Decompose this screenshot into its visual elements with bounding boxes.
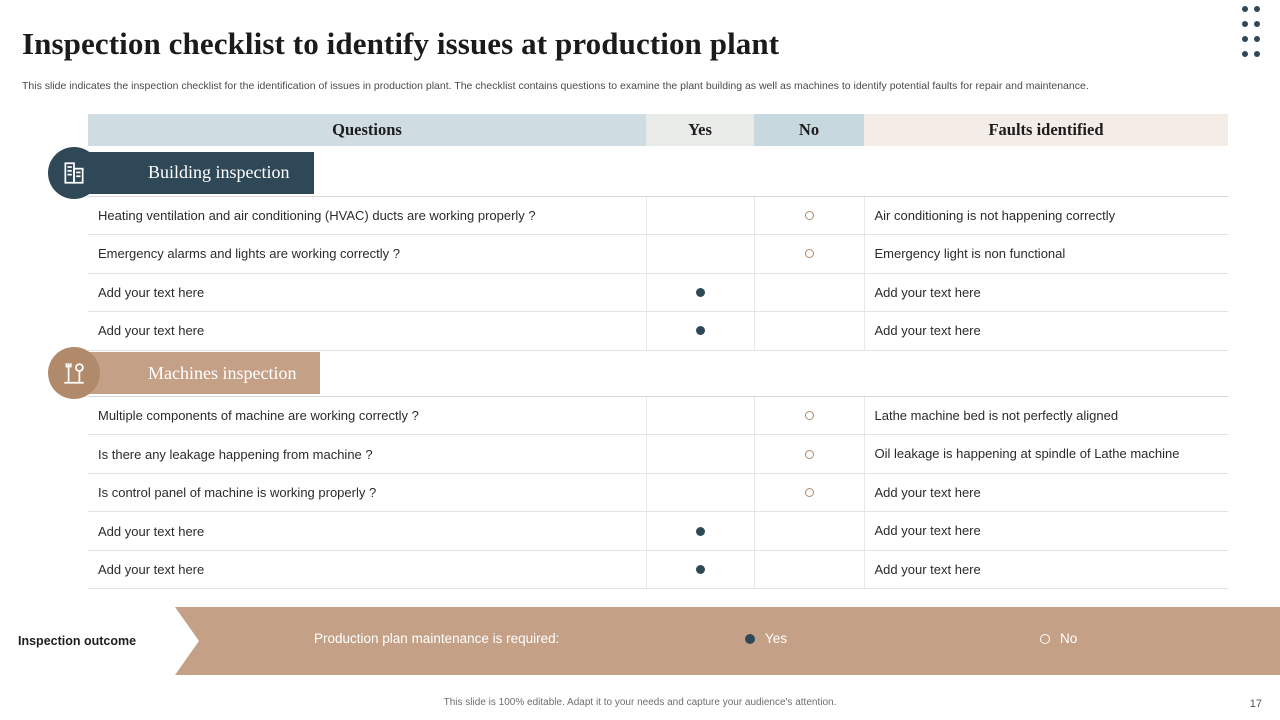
outcome-option-yes[interactable] — [745, 631, 787, 646]
row-no-marker[interactable] — [754, 396, 864, 435]
table-row — [88, 273, 1228, 312]
row-yes-marker[interactable] — [646, 473, 754, 512]
section-header-machines — [88, 350, 1228, 396]
section-title-building: Building inspection — [148, 162, 290, 183]
row-yes-marker[interactable] — [646, 435, 754, 474]
dot — [1242, 36, 1248, 42]
ring-marker-icon — [805, 450, 814, 459]
row-yes-marker[interactable] — [646, 273, 754, 312]
dot — [1242, 21, 1248, 27]
inspection-outcome-bar — [0, 607, 1280, 675]
table-row — [88, 196, 1228, 235]
row-fault: Lathe machine bed is not perfectly aligned — [864, 396, 1228, 435]
outcome-option-no-label: No — [1060, 631, 1078, 646]
table-row — [88, 473, 1228, 512]
dot — [1254, 51, 1260, 57]
row-yes-marker[interactable] — [646, 396, 754, 435]
page-subtitle: This slide indicates the inspection checklist for the identification of issues in production plant. The checklist contains questions to examine the plant building as well as machines to identify potential faults for repair and maintenance. — [22, 80, 1089, 92]
dot — [1254, 21, 1260, 27]
section-chip-machines — [88, 352, 320, 394]
column-header-yes: Yes — [646, 114, 754, 146]
row-fault: Oil leakage is happening at spindle of Lathe machine — [864, 435, 1228, 474]
table-header-row — [88, 114, 1228, 146]
table-row — [88, 396, 1228, 435]
row-no-marker[interactable] — [754, 196, 864, 235]
row-question: Add your text here — [88, 273, 646, 312]
row-fault: Add your text here — [864, 512, 1228, 551]
row-no-marker[interactable] — [754, 435, 864, 474]
row-question: Is control panel of machine is working properly ? — [88, 473, 646, 512]
section-header-building — [88, 150, 1228, 196]
ring-marker-icon — [1040, 634, 1050, 644]
filled-dot-marker-icon — [696, 326, 705, 335]
outcome-tag-label: Inspection outcome — [0, 607, 175, 675]
ring-marker-icon — [805, 211, 814, 220]
ring-marker-icon — [805, 249, 814, 258]
ring-marker-icon — [805, 411, 814, 420]
machine-tools-icon — [48, 347, 100, 399]
outcome-question: Production plan maintenance is required: — [314, 631, 560, 646]
row-question: Heating ventilation and air conditioning (HVAC) ducts are working properly ? — [88, 196, 646, 235]
checklist-table — [88, 114, 1228, 589]
filled-dot-marker-icon — [696, 527, 705, 536]
row-question: Add your text here — [88, 512, 646, 551]
table-row — [88, 435, 1228, 474]
row-yes-marker[interactable] — [646, 312, 754, 351]
page-title: Inspection checklist to identify issues at production plant — [22, 26, 780, 61]
dot — [1242, 51, 1248, 57]
table-row — [88, 550, 1228, 589]
row-question: Emergency alarms and lights are working correctly ? — [88, 235, 646, 274]
filled-dot-marker-icon — [745, 634, 755, 644]
outcome-option-no[interactable] — [1040, 631, 1077, 646]
section-chip-building — [88, 152, 314, 194]
table-row — [88, 312, 1228, 351]
row-fault: Add your text here — [864, 312, 1228, 351]
dot — [1242, 6, 1248, 12]
section-header-row — [88, 350, 1228, 396]
column-header-faults: Faults identified — [864, 114, 1228, 146]
dot — [1254, 6, 1260, 12]
row-question: Add your text here — [88, 312, 646, 351]
row-question: Multiple components of machine are working correctly ? — [88, 396, 646, 435]
row-question: Is there any leakage happening from machine ? — [88, 435, 646, 474]
checklist-table-wrapper — [88, 114, 1228, 589]
row-no-marker[interactable] — [754, 235, 864, 274]
page-number: 17 — [1249, 698, 1262, 710]
row-fault: Air conditioning is not happening correctly — [864, 196, 1228, 235]
footer-note: This slide is 100% editable. Adapt it to your needs and capture your audience's attention. — [443, 697, 837, 708]
row-fault: Add your text here — [864, 473, 1228, 512]
table-row — [88, 512, 1228, 551]
ring-marker-icon — [805, 488, 814, 497]
section-header-row — [88, 150, 1228, 196]
filled-dot-marker-icon — [696, 565, 705, 574]
table-row — [88, 235, 1228, 274]
row-yes-marker[interactable] — [646, 196, 754, 235]
dot-grid-decoration — [1242, 6, 1266, 66]
row-no-marker[interactable] — [754, 273, 864, 312]
filled-dot-marker-icon — [696, 288, 705, 297]
row-no-marker[interactable] — [754, 473, 864, 512]
row-fault: Emergency light is non functional — [864, 235, 1228, 274]
row-yes-marker[interactable] — [646, 512, 754, 551]
outcome-option-yes-label: Yes — [765, 631, 788, 646]
row-no-marker[interactable] — [754, 312, 864, 351]
column-header-no: No — [754, 114, 864, 146]
row-no-marker[interactable] — [754, 550, 864, 589]
dot — [1254, 36, 1260, 42]
building-icon — [48, 147, 100, 199]
column-header-questions: Questions — [88, 114, 646, 146]
row-question: Add your text here — [88, 550, 646, 589]
row-yes-marker[interactable] — [646, 235, 754, 274]
row-fault: Add your text here — [864, 273, 1228, 312]
row-fault: Add your text here — [864, 550, 1228, 589]
row-yes-marker[interactable] — [646, 550, 754, 589]
row-no-marker[interactable] — [754, 512, 864, 551]
section-title-machines: Machines inspection — [148, 362, 297, 383]
